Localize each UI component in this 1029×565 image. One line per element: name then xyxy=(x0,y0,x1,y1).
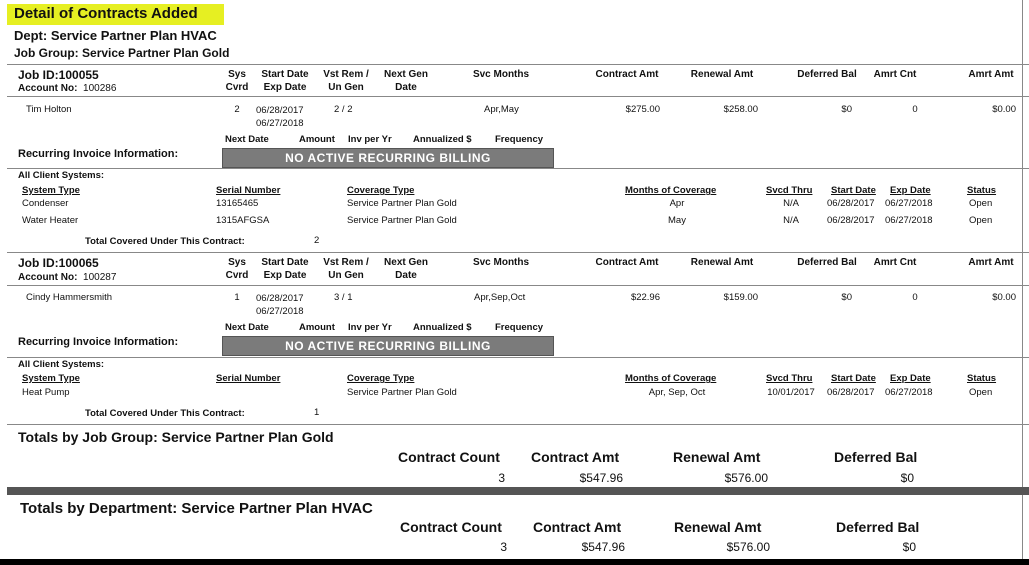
coverage-type: Service Partner Plan Gold xyxy=(347,387,457,398)
deferred-bal-value: $0 xyxy=(841,104,852,115)
contract-count-label: Contract Count xyxy=(398,449,500,465)
sys-cvrd-value: 2 xyxy=(234,104,240,115)
exp-date: 06/27/2018 xyxy=(885,198,933,209)
right-border xyxy=(1022,0,1023,565)
col-amrt-amt: Amrt Amt xyxy=(968,69,1014,80)
recurring-info-label: Recurring Invoice Information: xyxy=(18,336,179,348)
col-sys-cvrd: Sys Cvrd xyxy=(225,257,249,281)
contract-amt-value: $547.96 xyxy=(581,540,625,554)
total-covered-value: 1 xyxy=(314,407,320,418)
renewal-amt-value: $159.00 xyxy=(723,292,758,303)
renewal-amt-value: $258.00 xyxy=(723,104,758,115)
job-id xyxy=(18,256,99,270)
divider xyxy=(7,424,1029,425)
amrt-amt-value: $0.00 xyxy=(992,292,1016,303)
months-coverage-header: Months of Coverage xyxy=(625,373,717,384)
col-deferred-bal: Deferred Bal xyxy=(797,257,857,268)
account-no-value: 100287 xyxy=(83,272,117,283)
job-id xyxy=(18,68,99,82)
account-no-label: Account No: xyxy=(18,83,78,94)
svc-months-value: Apr,May xyxy=(484,104,519,115)
job-id-value: 100065 xyxy=(58,256,99,270)
divider xyxy=(7,168,1029,169)
deferred-bal-value: $0 xyxy=(841,292,852,303)
renewal-amt-value: $576.00 xyxy=(726,540,770,554)
svcd-thru: 10/01/2017 xyxy=(767,387,815,398)
client-name: Tim Holton xyxy=(26,104,72,115)
frequency-label: Frequency xyxy=(495,134,544,145)
col-sys-cvrd: Sys Cvrd xyxy=(225,69,249,93)
section-separator-bar xyxy=(7,487,1029,495)
totals-department-title: Totals by Department: Service Partner Plan HVAC xyxy=(20,500,373,517)
next-date-label: Next Date xyxy=(225,134,269,145)
col-svc-months: Svc Months xyxy=(472,69,530,80)
renewal-amt-value: $576.00 xyxy=(724,471,768,485)
status-header: Status xyxy=(967,185,997,196)
job-group-line xyxy=(14,46,229,60)
dept-line xyxy=(14,28,217,43)
system-type: Water Heater xyxy=(22,215,79,226)
col-start-exp: Start Date Exp Date xyxy=(261,257,309,281)
deferred-bal-value: $0 xyxy=(902,540,916,554)
amount-label: Amount xyxy=(299,134,335,145)
total-covered-label: Total Covered Under This Contract: xyxy=(85,408,245,419)
inv-per-yr-label: Inv per Yr xyxy=(348,134,392,145)
inv-per-yr-label: Inv per Yr xyxy=(348,322,392,333)
divider xyxy=(7,252,1029,253)
account-no-value: 100286 xyxy=(83,83,117,94)
annualized-label: Annualized $ xyxy=(413,134,472,145)
col-deferred-bal: Deferred Bal xyxy=(797,69,857,80)
sys-cvrd-value: 1 xyxy=(234,292,240,303)
col-contract-amt: Contract Amt xyxy=(595,69,659,80)
coverage-type-header: Coverage Type xyxy=(347,373,415,384)
start-date: 06/28/2017 xyxy=(827,198,875,209)
system-type: Heat Pump xyxy=(22,387,70,398)
dates-value: 06/28/2017 06/27/2018 xyxy=(256,105,304,129)
job-id-label: Job ID: xyxy=(18,68,59,82)
col-amrt-cnt: Amrt Cnt xyxy=(873,257,917,268)
col-renewal-amt: Renewal Amt xyxy=(690,69,754,80)
deferred-bal-value: $0 xyxy=(900,471,914,485)
start-date-header: Start Date xyxy=(831,185,876,196)
account-no-label: Account No: xyxy=(18,272,78,283)
serial-number-header: Serial Number xyxy=(216,185,281,196)
amrt-cnt-value: 0 xyxy=(912,104,918,115)
status: Open xyxy=(969,387,993,398)
deferred-bal-label: Deferred Bal xyxy=(834,449,918,465)
col-next-gen: Next Gen Date xyxy=(384,257,428,281)
amrt-cnt-value: 0 xyxy=(912,292,918,303)
months-coverage: Apr xyxy=(669,198,685,209)
svcd-thru-header: Svcd Thru xyxy=(766,373,813,384)
contract-amt-label: Contract Amt xyxy=(531,449,620,465)
dept-label: Dept: xyxy=(14,28,48,43)
exp-date: 06/27/2018 xyxy=(885,387,933,398)
serial-number: 1315AFGSA xyxy=(216,215,270,226)
col-svc-months: Svc Months xyxy=(472,257,530,268)
total-covered-value: 2 xyxy=(314,235,320,246)
system-type-header: System Type xyxy=(22,185,80,196)
totals-job-group-title: Totals by Job Group: Service Partner Plan Gold xyxy=(18,429,334,445)
status: Open xyxy=(969,198,993,209)
divider xyxy=(7,285,1029,286)
no-active-billing-banner: NO ACTIVE RECURRING BILLING xyxy=(222,336,554,356)
dates-value: 06/28/2017 06/27/2018 xyxy=(256,293,304,317)
frequency-label: Frequency xyxy=(495,322,544,333)
serial-number-header: Serial Number xyxy=(216,373,281,384)
vst-rem-value: 2 / 2 xyxy=(334,104,353,115)
status: Open xyxy=(969,215,993,226)
renewal-amt-label: Renewal Amt xyxy=(673,449,761,465)
contract-amt-label: Contract Amt xyxy=(533,519,622,535)
amrt-amt-value: $0.00 xyxy=(992,104,1016,115)
exp-date-header: Exp Date xyxy=(890,185,931,196)
col-vst-rem: Vst Rem / Un Gen xyxy=(323,69,369,93)
divider xyxy=(7,96,1029,97)
divider xyxy=(7,357,1029,358)
contract-amt-value: $22.96 xyxy=(630,292,660,303)
months-coverage-header: Months of Coverage xyxy=(625,185,717,196)
next-date-label: Next Date xyxy=(225,322,269,333)
report-title: Detail of Contracts Added xyxy=(14,5,198,22)
coverage-type-header: Coverage Type xyxy=(347,185,415,196)
serial-number: 13165465 xyxy=(216,198,259,209)
job-group-name: Service Partner Plan Gold xyxy=(82,46,230,60)
exp-date: 06/27/2018 xyxy=(885,215,933,226)
coverage-type: Service Partner Plan Gold xyxy=(347,215,457,226)
svcd-thru: N/A xyxy=(783,215,799,226)
job-id-value: 100055 xyxy=(58,68,99,82)
start-date: 06/28/2017 xyxy=(827,215,875,226)
col-renewal-amt: Renewal Amt xyxy=(690,257,754,268)
system-type: Condenser xyxy=(22,198,69,209)
exp-date-header: Exp Date xyxy=(890,373,931,384)
page-bottom-bar xyxy=(0,559,1029,565)
job-id-label: Job ID: xyxy=(18,256,59,270)
dept-name: Service Partner Plan HVAC xyxy=(50,28,217,43)
contract-count-label: Contract Count xyxy=(400,519,502,535)
all-client-systems-label: All Client Systems: xyxy=(18,359,105,370)
deferred-bal-label: Deferred Bal xyxy=(836,519,920,535)
divider xyxy=(7,64,1029,65)
svcd-thru-header: Svcd Thru xyxy=(766,185,813,196)
col-start-exp: Start Date Exp Date xyxy=(261,69,309,93)
job-group-label: Job Group: xyxy=(14,46,79,60)
col-next-gen: Next Gen Date xyxy=(384,69,428,93)
account-no xyxy=(18,83,116,94)
status-header: Status xyxy=(967,373,997,384)
start-date-header: Start Date xyxy=(831,373,876,384)
contract-amt-value: $275.00 xyxy=(625,104,660,115)
coverage-type: Service Partner Plan Gold xyxy=(347,198,457,209)
col-amrt-amt: Amrt Amt xyxy=(968,257,1014,268)
all-client-systems-label: All Client Systems: xyxy=(18,170,105,181)
client-name: Cindy Hammersmith xyxy=(26,292,113,303)
renewal-amt-label: Renewal Amt xyxy=(674,519,762,535)
system-type-header: System Type xyxy=(22,373,80,384)
months-coverage: Apr, Sep, Oct xyxy=(648,387,706,398)
no-active-billing-banner: NO ACTIVE RECURRING BILLING xyxy=(222,148,554,168)
contract-amt-value: $547.96 xyxy=(579,471,623,485)
contract-count-value: 3 xyxy=(498,471,505,485)
col-vst-rem: Vst Rem / Un Gen xyxy=(323,257,369,281)
col-contract-amt: Contract Amt xyxy=(595,257,659,268)
annualized-label: Annualized $ xyxy=(413,322,472,333)
svc-months-value: Apr,Sep,Oct xyxy=(474,292,526,303)
col-amrt-cnt: Amrt Cnt xyxy=(873,69,917,80)
contract-count-value: 3 xyxy=(500,540,507,554)
recurring-info-label: Recurring Invoice Information: xyxy=(18,148,179,160)
svcd-thru: N/A xyxy=(783,198,799,209)
account-no xyxy=(18,272,116,283)
start-date: 06/28/2017 xyxy=(827,387,875,398)
amount-label: Amount xyxy=(299,322,335,333)
total-covered-label: Total Covered Under This Contract: xyxy=(85,236,245,247)
vst-rem-value: 3 / 1 xyxy=(334,292,353,303)
months-coverage: May xyxy=(668,215,686,226)
